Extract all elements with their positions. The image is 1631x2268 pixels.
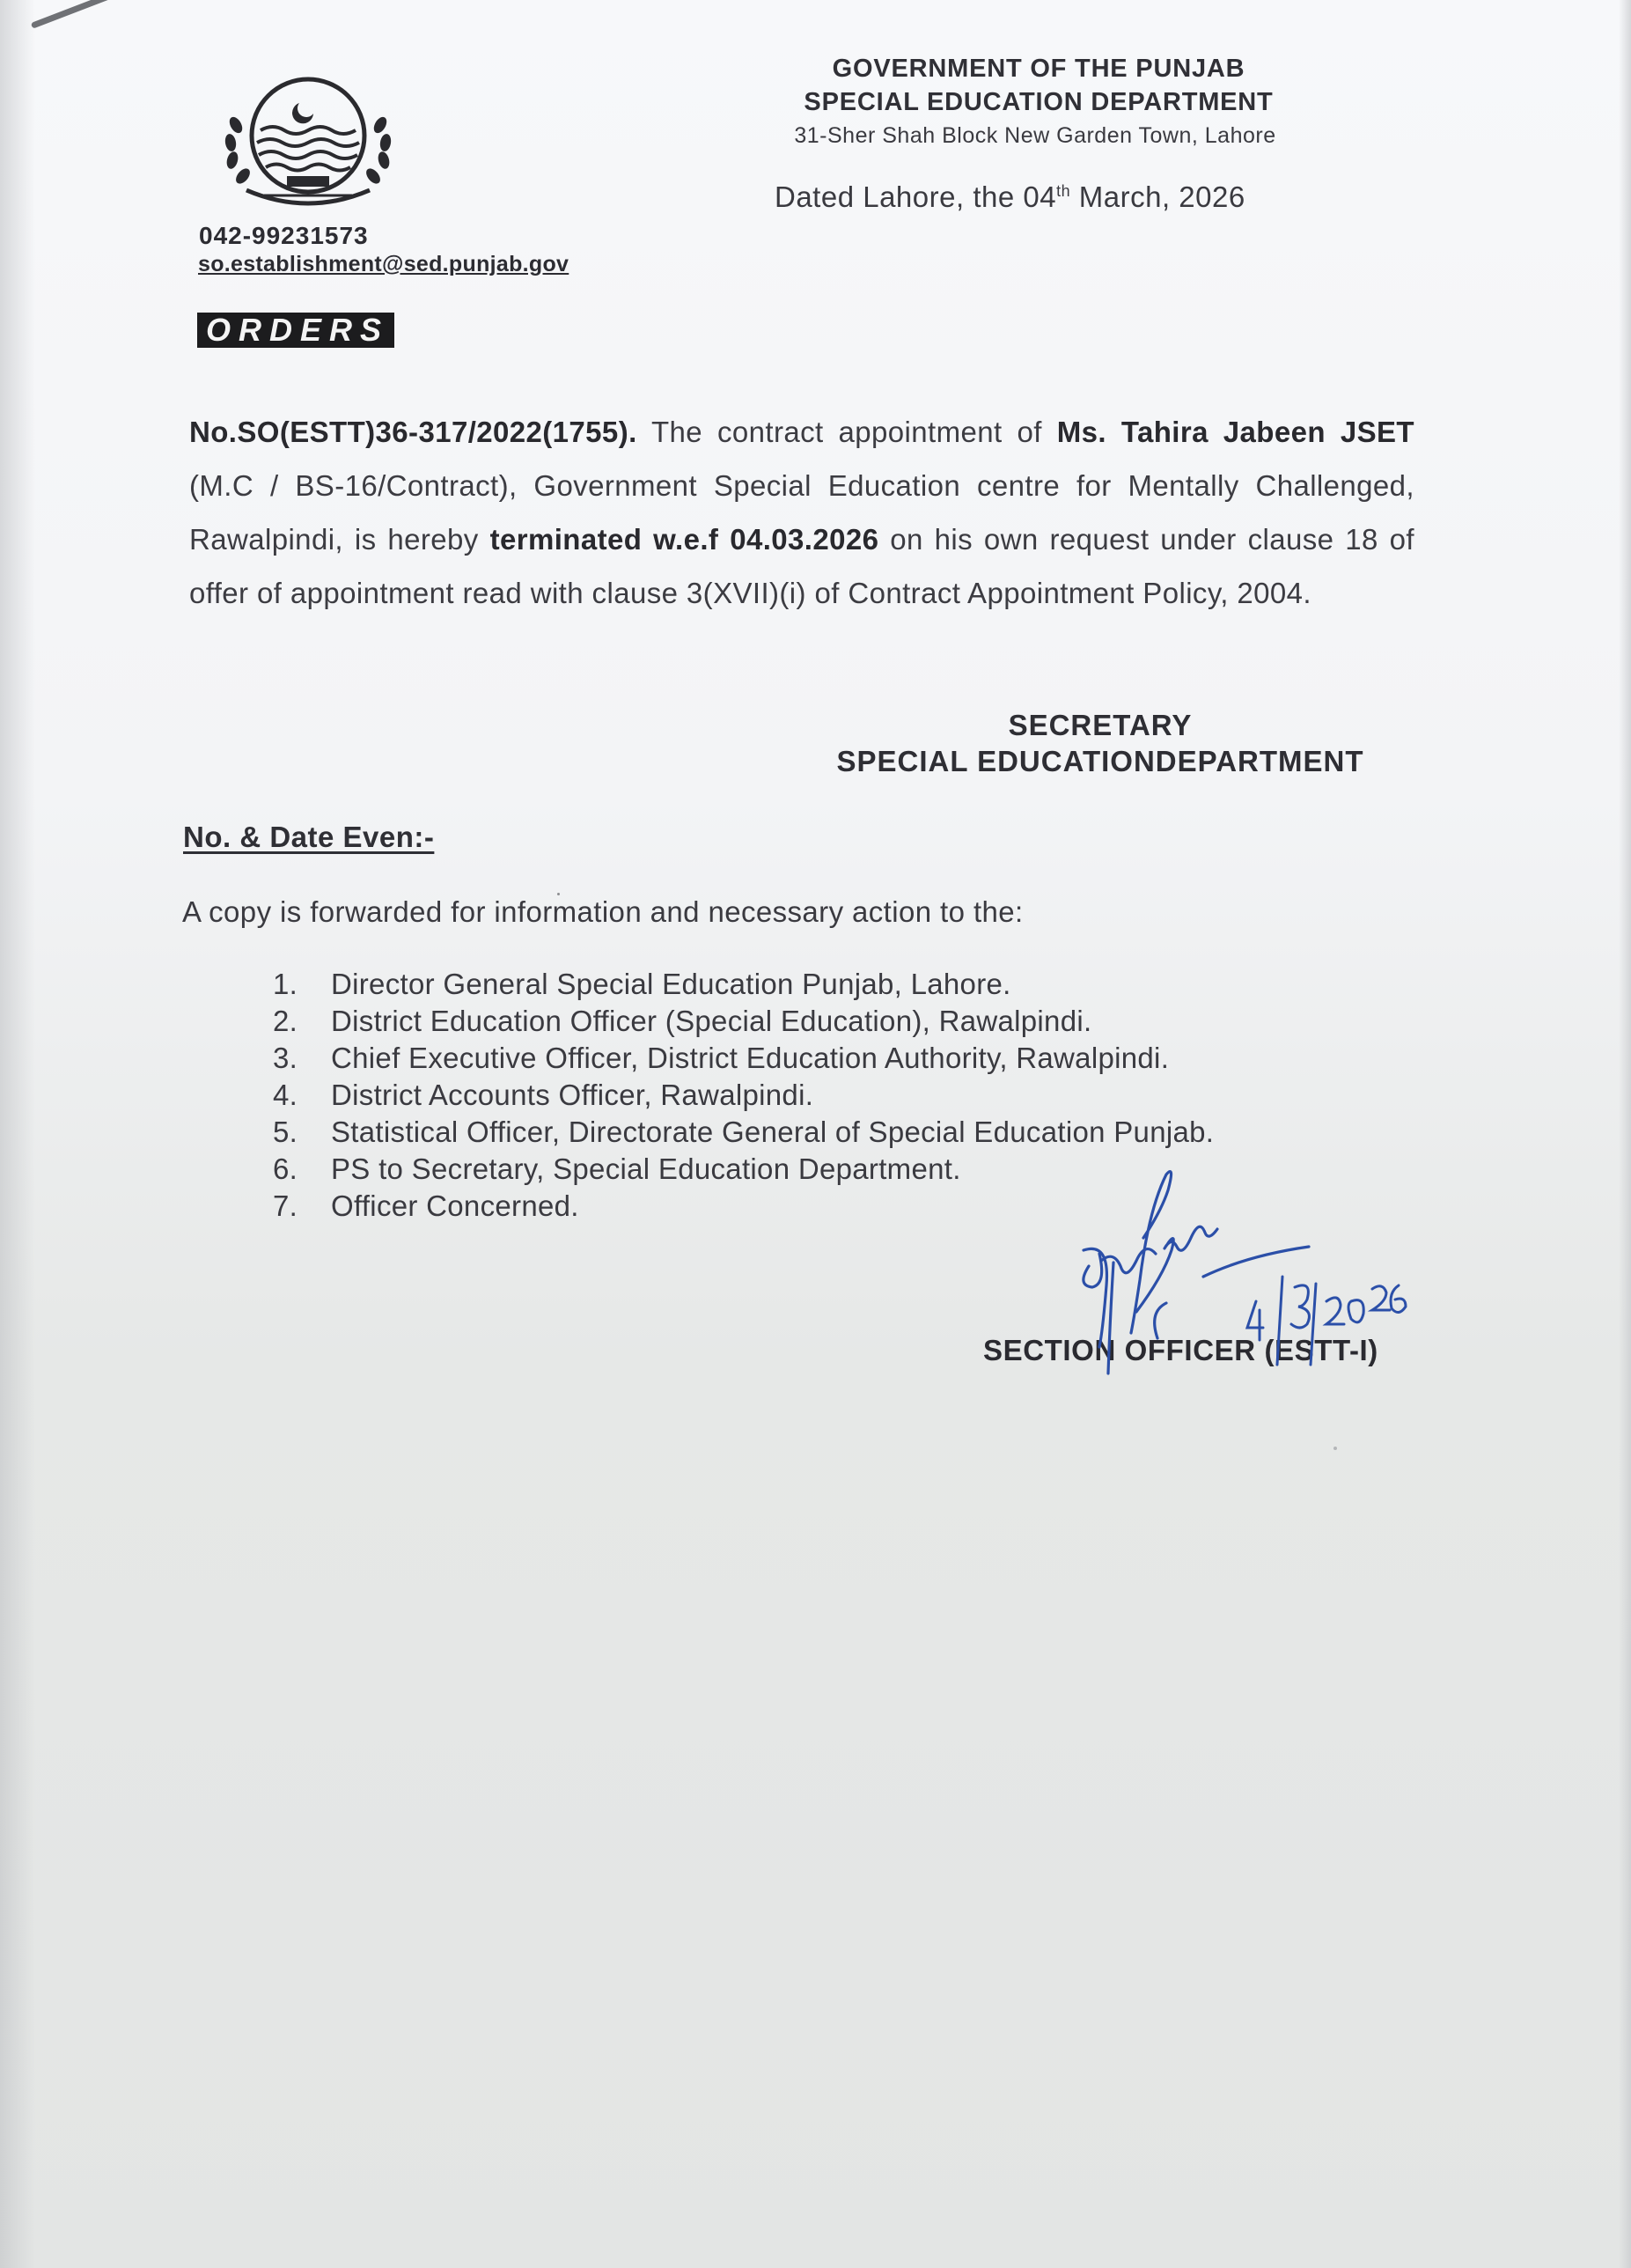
distribution-item xyxy=(273,966,1214,1003)
government-title: GOVERNMENT OF THE PUNJAB xyxy=(832,55,1245,83)
no-date-even-heading: No. & Date Even:- xyxy=(183,821,435,853)
page-left-shadow xyxy=(0,0,35,2268)
department-address: 31-Sher Shah Block New Garden Town, Lahore xyxy=(794,123,1276,148)
distribution-item-text: District Accounts Officer, Rawalpindi. xyxy=(331,1079,814,1111)
section-officer-title: SECTION OFFICER (ESTT-I) xyxy=(983,1334,1378,1366)
distribution-item xyxy=(273,1077,1214,1114)
contact-phone: 042-99231573 xyxy=(199,222,369,249)
termination-clause: terminated w.e.f 04.03.2026 xyxy=(489,523,879,556)
distribution-item-number: 2. xyxy=(273,1005,298,1037)
date-line: Dated Lahore, the 04th March, 2026 xyxy=(775,180,1245,213)
distribution-item-text: PS to Secretary, Special Education Department. xyxy=(331,1152,961,1185)
distribution-item xyxy=(273,1114,1214,1151)
distribution-item-number: 5. xyxy=(273,1116,298,1148)
distribution-item-text: Director General Special Education Punjab, Lahore. xyxy=(331,968,1011,1000)
signatory-department: SPECIAL EDUCATIONDEPARTMENT xyxy=(836,745,1364,777)
distribution-item-number: 1. xyxy=(273,968,298,1000)
copy-forwarded-line: A copy is forwarded for information and necessary action to the: xyxy=(182,895,1024,928)
department-title: SPECIAL EDUCATION DEPARTMENT xyxy=(804,88,1274,116)
distribution-item-text: Chief Executive Officer, District Education Authority, Rawalpindi. xyxy=(331,1042,1170,1074)
orders-label: ORDERS xyxy=(197,313,394,348)
distribution-item-text: Statistical Officer, Directorate General of Special Education Punjab. xyxy=(331,1116,1215,1148)
distribution-item xyxy=(273,1003,1214,1040)
distribution-item-text: District Education Officer (Special Education), Rawalpindi. xyxy=(331,1005,1092,1037)
distribution-item-text: Officer Concerned. xyxy=(331,1189,579,1222)
contact-email[interactable]: so.establishment@sed.punjab.gov xyxy=(198,252,569,276)
handwritten-signature xyxy=(1052,1153,1510,1418)
ink-speck xyxy=(1333,1447,1337,1450)
distribution-item xyxy=(273,1040,1214,1077)
order-paragraph: No.SO(ESTT)36-317/2022(1755). The contract appointment of Ms. Tahira Jabeen JSET (M.C / BS-16/Contract), Government Special Education centre for Mentally Challenged, Rawalpindi, is hereby terminated w.e.f 04.03.2026 on his own request under clause 18 of offer of appointment read with clause 3(XVII)(i) of Contract Appointment Policy, 2004. xyxy=(189,416,1414,609)
distribution-item-number: 3. xyxy=(273,1042,298,1074)
employee-name: Ms. Tahira Jabeen JSET xyxy=(1056,416,1414,448)
pencil-mark xyxy=(31,0,121,29)
page-right-edge xyxy=(1619,0,1631,2268)
distribution-item-number: 4. xyxy=(273,1079,298,1111)
signatory-title: SECRETARY xyxy=(1008,709,1193,741)
distribution-item-number: 6. xyxy=(273,1152,298,1185)
distribution-item-number: 7. xyxy=(273,1189,298,1222)
punjab-emblem-icon xyxy=(211,72,405,213)
order-number: No.SO(ESTT)36-317/2022(1755). xyxy=(189,416,637,448)
